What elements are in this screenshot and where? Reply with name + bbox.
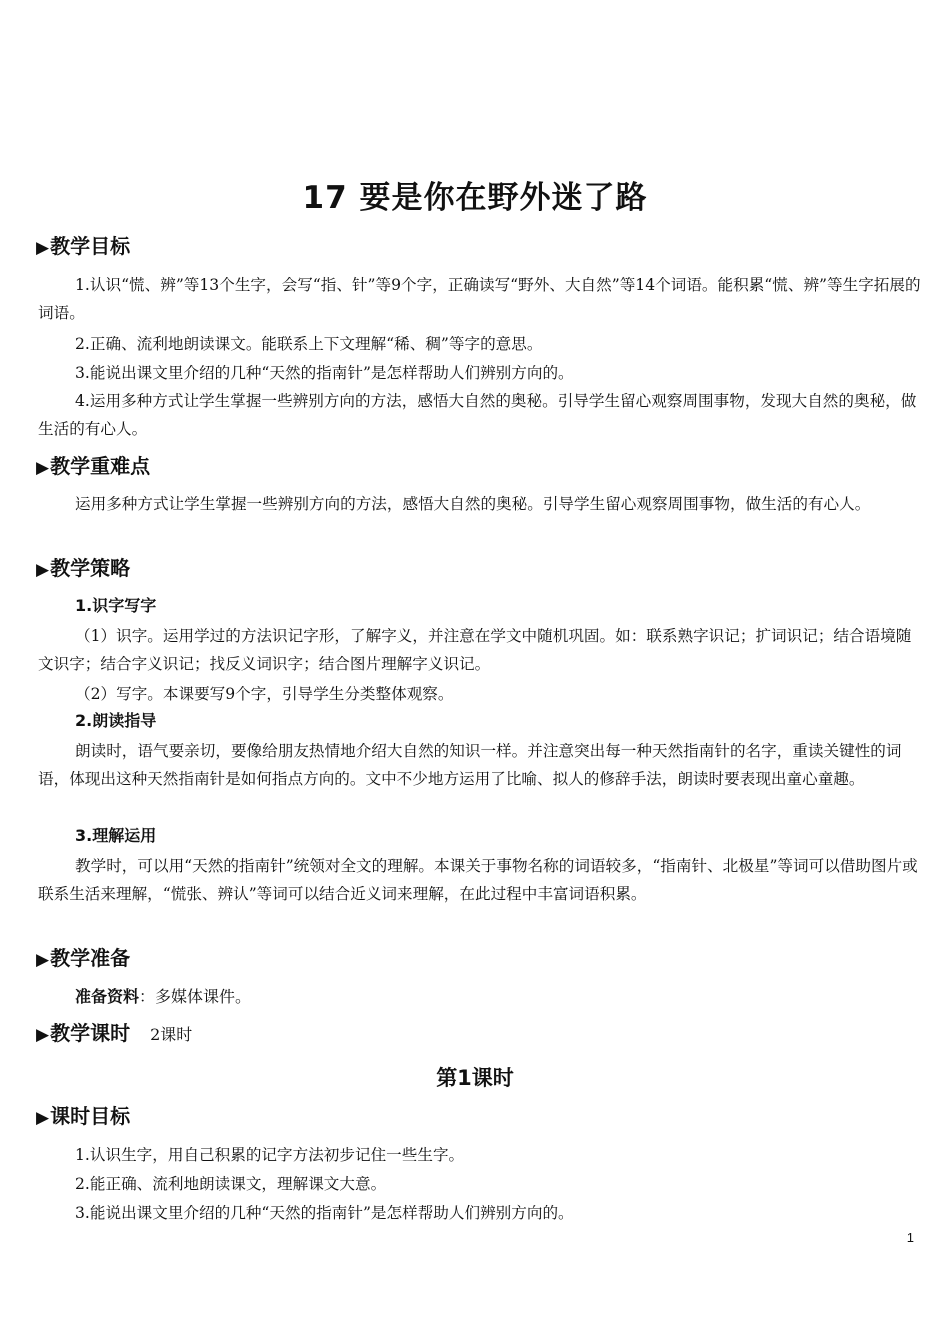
heading-lesson-goals xyxy=(36,1103,130,1131)
objective-item: 3.能说出课文里介绍的几种“天然的指南针”是怎样帮助人们辨别方向的。 xyxy=(75,364,574,382)
arrow-icon: ▶ xyxy=(36,950,50,970)
strategy-paragraph: 教学时，可以用“天然的指南针”统领对全文的理解。本课关于事物名称的词语较多，“指南针、北极星”等词可以借助图片或联系生活来理解，“慌张、辨认”等词可以结合近义词来理解，在此过程中丰富词语积累。 xyxy=(38,857,918,903)
key-points-text: 运用多种方式让学生掌握一些辨别方向的方法，感悟大自然的奥秘。引导学生留心观察周围事物，做生活的有心人。 xyxy=(75,495,871,513)
objective-item: 1.认识“慌、辨”等13个生字，会写“指、针”等9个字，正确读写“野外、大自然”等14个词语。能积累“慌、辨”等生字拓展的词语。 xyxy=(38,276,921,322)
heading-label: 教学策略 xyxy=(50,556,131,580)
heading-label: 教学重难点 xyxy=(50,454,151,478)
page-number: 1 xyxy=(906,1230,914,1245)
arrow-icon: ▶ xyxy=(36,458,50,478)
preparation-colon: ： xyxy=(139,987,156,1006)
lesson-goal-item: 1.认识生字，用自己积累的记字方法初步记住一些生字。 xyxy=(75,1146,465,1164)
heading-label: 教学课时 xyxy=(50,1021,131,1045)
arrow-icon: ▶ xyxy=(36,560,50,580)
objective-item: 4.运用多种方式让学生掌握一些辨别方向的方法，感悟大自然的奥秘。引导学生留心观察周围事物，发现大自然的奥秘，做生活的有心人。 xyxy=(38,392,917,438)
lesson-goal-item: 3.能说出课文里介绍的几种“天然的指南针”是怎样帮助人们辨别方向的。 xyxy=(75,1204,574,1222)
arrow-icon: ▶ xyxy=(36,1108,50,1128)
arrow-icon: ▶ xyxy=(36,1025,50,1045)
lesson-title: 第1课时 xyxy=(436,1066,514,1090)
objective-item: 2.正确、流利地朗读课文。能联系上下文理解“稀、稠”等字的意思。 xyxy=(75,335,543,353)
strategy-paragraph: （2）写字。本课要写9个字，引导学生分类整体观察。 xyxy=(75,685,454,703)
document-title: 17 要是你在野外迷了路 xyxy=(302,180,648,216)
heading-periods xyxy=(36,1020,192,1048)
heading-label: 教学目标 xyxy=(50,234,131,258)
heading-label: 课时目标 xyxy=(50,1104,131,1128)
preparation-text: 多媒体课件。 xyxy=(155,987,252,1006)
periods-value: 2课时 xyxy=(150,1025,193,1044)
heading-label: 教学准备 xyxy=(50,946,131,970)
lesson-goal-item: 2.能正确、流利地朗读课文，理解课文大意。 xyxy=(75,1175,387,1193)
heading-key-points xyxy=(36,453,150,481)
heading-strategy xyxy=(36,555,130,583)
preparation-line xyxy=(75,984,251,1010)
heading-objectives xyxy=(36,233,130,261)
heading-preparation xyxy=(36,945,130,973)
strategy-subheading: 2.朗读指导 xyxy=(75,711,157,730)
strategy-subheading: 3.理解运用 xyxy=(75,826,157,845)
strategy-subheading: 1.识字写字 xyxy=(75,596,157,615)
strategy-paragraph: （1）识字。运用学过的方法识记字形，了解字义，并注意在学文中随机巩固。如：联系熟字识记；扩词识记；结合语境随文识字；结合字义识记；找反义词识字；结合图片理解字义识记。 xyxy=(38,627,912,673)
arrow-icon: ▶ xyxy=(36,238,50,258)
strategy-paragraph: 朗读时，语气要亲切，要像给朋友热情地介绍大自然的知识一样。并注意突出每一种天然指南针的名字，重读关键性的词语，体现出这种天然指南针是如何指点方向的。文中不少地方运用了比喻、拟人的修辞手法，朗读时要表现出童心童趣。 xyxy=(38,742,902,788)
preparation-label: 准备资料 xyxy=(75,987,140,1006)
